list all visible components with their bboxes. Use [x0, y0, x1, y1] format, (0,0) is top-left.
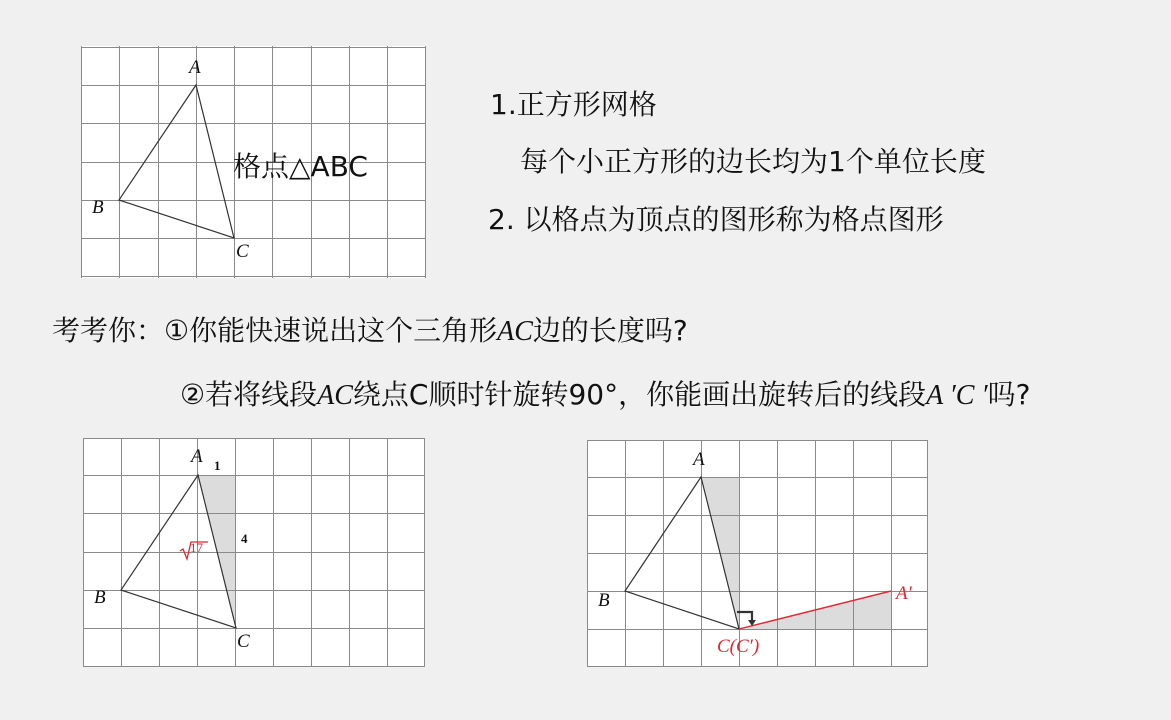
- bl-label-b: B: [94, 587, 106, 608]
- q2-middle: 绕点C顺时针旋转90°，你能画出旋转后的线段: [352, 378, 927, 411]
- question-line-1: [52, 309, 688, 349]
- br-label-b: B: [598, 590, 610, 611]
- q1-math: AC: [497, 316, 533, 347]
- question-line-2: [180, 373, 1030, 413]
- top-label-a: A: [189, 57, 201, 78]
- triangle-abc: [119, 85, 234, 238]
- q2-math2: A ′C ′: [926, 380, 988, 411]
- q2-after: 吗?: [987, 378, 1031, 411]
- top-label-b: B: [92, 197, 104, 218]
- q2-before: ②若将线段: [180, 378, 318, 411]
- q2-math: AC: [317, 380, 353, 411]
- br-label-a: A: [693, 449, 705, 470]
- bl-horizontal-leg: 1: [214, 458, 221, 473]
- question-prefix: 考考你：: [52, 314, 165, 347]
- br-label-a-prime: A′: [896, 583, 912, 604]
- top-label-c: C: [236, 241, 249, 262]
- bottom-left-grid-lines: [83, 438, 425, 667]
- br-grid-lines: [587, 440, 928, 667]
- top-figure-caption: 格点△ABC: [233, 150, 368, 183]
- bottom-right-grid-figure: [587, 440, 928, 667]
- note-item1-desc: 每个小正方形的边长均为1个单位长度: [520, 145, 986, 178]
- bl-vertical-leg: 4: [241, 531, 248, 546]
- q1-after: 边的长度吗?: [532, 314, 688, 347]
- bottom-left-grid-figure: [83, 438, 425, 667]
- bl-label-c: C: [237, 631, 250, 652]
- note-item1-title: 1.正方形网格: [490, 88, 657, 121]
- q1-before: ①你能快速说出这个三角形: [164, 314, 498, 347]
- br-label-c: C(C′): [717, 636, 760, 657]
- bl-hypotenuse-root: 17: [190, 540, 203, 555]
- note-item2: 2. 以格点为顶点的图形称为格点图形: [488, 203, 944, 236]
- bl-label-a: A: [191, 446, 203, 467]
